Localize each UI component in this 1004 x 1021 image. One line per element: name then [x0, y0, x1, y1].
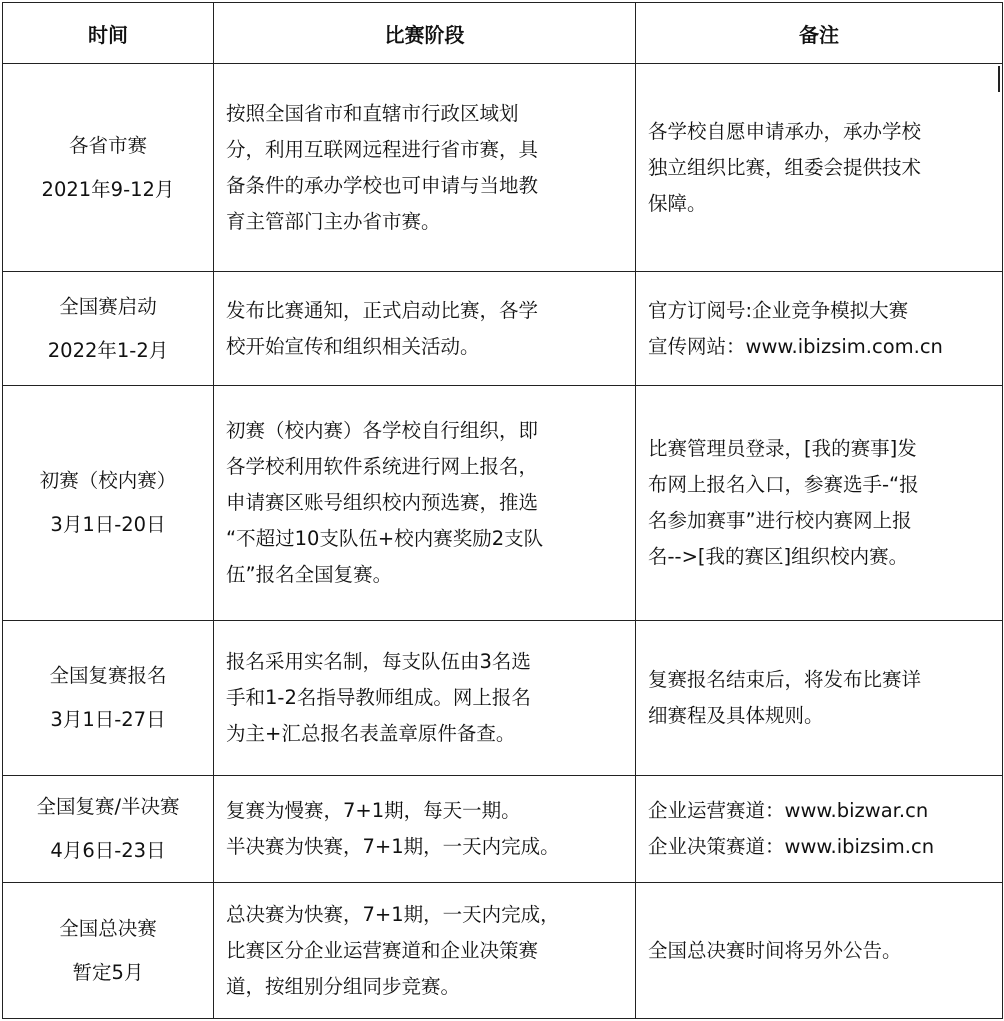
stage-line: 备条件的承办学校也可申请与当地教 [226, 173, 539, 197]
time-name: 各省市赛 [68, 133, 147, 157]
note-cell [636, 386, 1003, 621]
schedule-table [2, 2, 1003, 1019]
note-line: 宣传网站：www.ibizsim.com.cn [648, 334, 943, 358]
time-cell [3, 883, 214, 1019]
text-cursor [998, 66, 1000, 92]
time-name: 全国复赛/半决赛 [36, 795, 180, 818]
stage-cell [214, 621, 636, 776]
time-name: 全国总决赛 [59, 916, 157, 940]
time-date: 3月1日-27日 [50, 708, 166, 731]
header-stage: 比赛阶段 [214, 3, 636, 64]
table-row [3, 883, 1003, 1019]
stage-line: 校开始宣传和组织相关活动。 [226, 334, 480, 358]
table-row [3, 272, 1003, 386]
note-line: 各学校自愿申请承办，承办学校 [648, 119, 922, 143]
time-date: 暂定5月 [72, 960, 144, 984]
stage-line: 比赛区分企业运营赛道和企业决策赛 [226, 938, 539, 962]
note-cell [636, 272, 1003, 386]
stage-line: 初赛（校内赛）各学校自行组织，即 [226, 419, 539, 442]
table-row [3, 776, 1003, 883]
stage-line: 道，按组别分组同步竞赛。 [226, 974, 461, 998]
time-name: 全国复赛报名 [49, 664, 167, 687]
note-cell [636, 64, 1003, 272]
header-time: 时间 [3, 3, 214, 64]
stage-cell [214, 64, 636, 272]
stage-line: 按照全国省市和直辖市行政区域划 [226, 101, 519, 125]
stage-line: 申请赛区账号组织校内预选赛，推选 [226, 491, 539, 514]
stage-line: 各学校利用软件系统进行网上报名， [226, 455, 539, 478]
stage-line: 为主+汇总报名表盖章原件备查。 [226, 722, 516, 745]
stage-cell [214, 883, 636, 1019]
note-cell [636, 621, 1003, 776]
note-cell [636, 776, 1003, 883]
stage-cell [214, 386, 636, 621]
note-line: 复赛报名结束后，将发布比赛详 [648, 668, 922, 691]
time-date: 2021年9-12月 [41, 177, 175, 201]
note-line: 比赛管理员登录，[我的赛事]发 [648, 437, 917, 460]
time-cell [3, 621, 214, 776]
stage-line: 复赛为慢赛，7+1期，每天一期。 [226, 799, 521, 822]
time-cell [3, 64, 214, 272]
table-row [3, 621, 1003, 776]
table-row [3, 386, 1003, 621]
table-row [3, 64, 1003, 272]
time-cell [3, 776, 214, 883]
stage-line: 半决赛为快赛，7+1期，一天内完成。 [226, 835, 560, 858]
note-line: 官方订阅号:企业竞争模拟大赛 [648, 298, 909, 322]
time-date: 2022年1-2月 [47, 338, 169, 362]
note-line: 保障。 [648, 191, 707, 215]
header-row [3, 3, 1003, 64]
stage-line: 育主管部门主办省市赛。 [226, 209, 441, 233]
stage-cell [214, 776, 636, 883]
time-date: 3月1日-20日 [50, 513, 166, 536]
stage-cell [214, 272, 636, 386]
note-line: 企业决策赛道：www.ibizsim.cn [648, 835, 935, 858]
note-line: 独立组织比赛，组委会提供技术 [648, 155, 922, 179]
stage-line: 总决赛为快赛，7+1期，一天内完成， [226, 902, 560, 926]
time-cell [3, 272, 214, 386]
time-date: 4月6日-23日 [50, 839, 166, 862]
header-note: 备注 [636, 3, 1003, 64]
stage-line: 手和1-2名指导教师组成。网上报名 [226, 686, 531, 709]
note-line: 企业运营赛道：www.bizwar.cn [648, 799, 929, 822]
note-line: 名-->[我的赛区]组织校内赛。 [648, 545, 909, 568]
note-cell [636, 883, 1003, 1019]
time-name: 全国赛启动 [59, 294, 157, 318]
note-line: 细赛程及具体规则。 [648, 704, 824, 727]
stage-line: 分，利用互联网远程进行省市赛，具 [226, 137, 539, 161]
note-line: 名参加赛事”进行校内赛网上报 [648, 509, 912, 532]
stage-line: “不超过10支队伍+校内赛奖励2支队 [226, 527, 544, 550]
stage-line: 报名采用实名制，每支队伍由3名选 [226, 650, 531, 673]
time-cell [3, 386, 214, 621]
time-name: 初赛（校内赛） [39, 469, 177, 492]
stage-line: 发布比赛通知，正式启动比赛，各学 [226, 298, 539, 322]
note-line: 布网上报名入口，参赛选手-“报 [648, 473, 919, 496]
stage-line: 伍”报名全国复赛。 [226, 563, 393, 586]
note-line: 全国总决赛时间将另外公告。 [648, 938, 902, 962]
